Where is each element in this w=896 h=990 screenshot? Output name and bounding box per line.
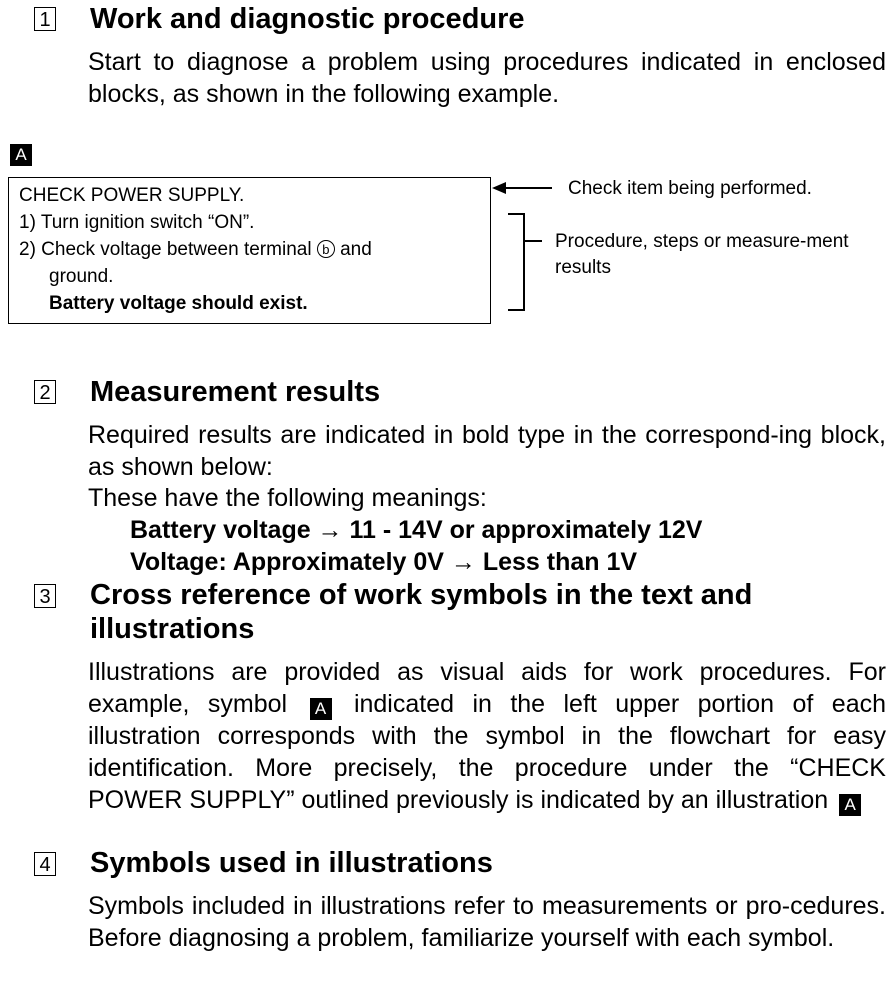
section-1-title: Work and diagnostic procedure [90, 3, 525, 35]
symbol-a-badge: A [10, 144, 32, 166]
box-step-2-cont: ground. [49, 266, 114, 287]
section-number-3: 3 [34, 584, 56, 608]
section-number-4: 4 [34, 852, 56, 876]
section-3-title: Cross reference of work symbols in the text and illustrations [90, 579, 753, 645]
box-result: Battery voltage should exist. [49, 293, 308, 314]
box-step-1: 1) Turn ignition switch “ON”. [19, 212, 255, 233]
section-number-2: 2 [34, 380, 56, 404]
section-2-title: Measurement results [90, 376, 381, 408]
symbol-a-inline: A [310, 698, 332, 720]
section-3-text-a: Illustrations are provided as visual aids for work procedures. For example, symbol [88, 658, 886, 718]
section-4-text: Symbols included in illustrations refer to measurements or pro-cedures. Before diagnosing a problem, familiarize yourself with each symbol. [88, 892, 886, 952]
section-number-1: 1 [34, 7, 56, 31]
section-2-text: Required results are indicated in bold type in the correspond-ing block, as shown below: [88, 421, 886, 481]
section-1-text: Start to diagnose a problem using procedures indicated in enclosed blocks, as shown in the following example. [88, 48, 886, 108]
example-label [10, 144, 32, 166]
box-title: CHECK POWER SUPPLY. [19, 185, 245, 206]
section-4-title: Symbols used in illustrations [90, 847, 493, 879]
arrow-head-icon [492, 182, 506, 194]
note-check-item: Check item being performed. [568, 178, 812, 199]
box-step-2-text: 2) Check voltage between terminal [19, 239, 312, 260]
section-2-meanings-intro: These have the following meanings: [88, 484, 487, 512]
meaning-voltage-zero: Voltage: Approximately 0V → Less than 1V [130, 548, 638, 576]
note-procedure: Procedure, steps or measure-ment results [555, 231, 849, 278]
box-step-2-and: and [340, 239, 372, 260]
procedure-bracket [508, 214, 524, 310]
section-3-text [88, 656, 886, 816]
meaning-battery-voltage: Battery voltage → 11 - 14V or approximately 12V [130, 516, 703, 544]
symbol-a-inline-end: A [839, 794, 861, 816]
example-check-block [8, 177, 491, 324]
section-3-text-b: indicated in the left upper portion of each illustration corresponds with the symbol in the flowchart for easy identification. More precisely, the procedure under the “CHECK POWER SUPPLY” outlined previously is indicated by an illustration [88, 690, 887, 814]
box-step-2 [19, 236, 480, 263]
terminal-b-symbol: b [317, 240, 335, 258]
